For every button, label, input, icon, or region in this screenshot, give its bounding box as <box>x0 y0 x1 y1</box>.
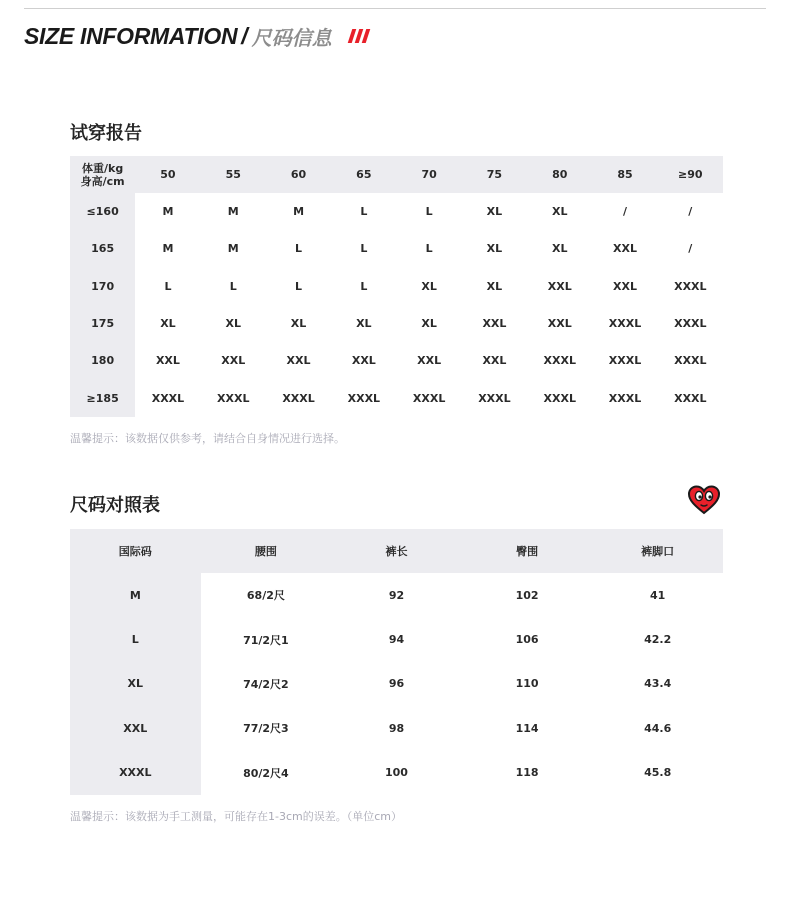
size-cell: XXXL <box>151 391 185 405</box>
measurement-cell: 80/2尺4 <box>243 766 289 780</box>
size-cell: XL <box>551 242 568 256</box>
fit-report-title: 试穿报告 <box>70 123 142 144</box>
measurement-cell: 43.4 <box>644 677 672 691</box>
size-cell: L <box>295 242 303 256</box>
size-cell: XXXL <box>217 391 250 405</box>
column-header-cell: 裤脚口 <box>641 545 675 558</box>
table-row <box>70 379 723 416</box>
measurement-cell: 114 <box>515 721 539 735</box>
corner-height-label: 身高/cm <box>80 174 125 188</box>
weight-header-cell: 55 <box>225 168 241 181</box>
size-cell: XXXL <box>543 391 576 405</box>
measurement-cell: 92 <box>388 588 405 602</box>
measurement-cell: 110 <box>515 677 539 691</box>
table-header-row <box>70 156 723 193</box>
table-row <box>70 305 723 342</box>
weight-header-cell: 65 <box>356 168 372 181</box>
column-header-cell: 腰围 <box>254 545 277 558</box>
size-cell: XXL <box>482 317 507 331</box>
weight-header-cell: 75 <box>486 168 503 181</box>
header-title-cn: 尺码信息 <box>251 25 332 50</box>
size-chart-note: 温馨提示：该数据为手工测量，可能存在1-3cm的误差。（单位cm） <box>70 810 402 823</box>
size-cell: XL <box>356 317 372 331</box>
size-label-cell: XXXL <box>70 751 201 795</box>
weight-header-cell: 85 <box>617 168 633 181</box>
measurement-cell: 42.2 <box>644 633 672 647</box>
size-cell: XL <box>421 279 437 293</box>
slash-marks-icon <box>350 29 371 43</box>
measurement-cell: 77/2尺3 <box>243 722 289 736</box>
measurement-cell: 96 <box>388 677 405 691</box>
size-cell: XXL <box>286 354 311 368</box>
size-cell: XL <box>551 205 568 219</box>
size-cell: XXXL <box>282 391 315 405</box>
column-header-cell: 裤长 <box>385 545 408 558</box>
fit-report-note: 温馨提示：该数据仅供参考，请结合自身情况进行选择。 <box>70 432 345 445</box>
measurement-cell: 102 <box>515 588 539 602</box>
size-cell: / <box>688 205 693 219</box>
size-cell: XXXL <box>608 317 642 331</box>
size-cell: XL <box>486 242 503 256</box>
height-cell: ≤160 <box>70 193 135 230</box>
size-cell: XXL <box>221 354 246 368</box>
size-cell: XXXL <box>478 391 511 405</box>
size-cell: M <box>162 242 174 256</box>
size-cell: XL <box>486 205 503 219</box>
size-cell: XXL <box>417 354 442 368</box>
size-cell: XL <box>486 279 503 293</box>
size-chart-title: 尺码对照表 <box>70 495 160 516</box>
weight-header-cell: 50 <box>160 168 176 181</box>
size-cell: XXXL <box>674 354 707 368</box>
size-cell: M <box>227 242 239 256</box>
size-cell: XL <box>225 317 241 331</box>
size-cell: XL <box>160 317 176 331</box>
size-cell: XXXL <box>674 317 707 331</box>
column-header-cell: 臀围 <box>516 545 539 558</box>
size-chart-table <box>70 529 723 795</box>
measurement-cell: 74/2尺2 <box>243 677 289 691</box>
size-cell: L <box>425 242 433 256</box>
size-cell: L <box>360 279 368 293</box>
measurement-cell: 41 <box>650 588 666 602</box>
measurement-cell: 71/2尺1 <box>243 633 289 647</box>
size-cell: XXXL <box>543 354 576 368</box>
measurement-cell: 45.8 <box>644 766 672 780</box>
weight-header-cell: 60 <box>290 168 307 181</box>
size-cell: XXL <box>351 354 376 368</box>
size-cell: XXXL <box>674 391 707 405</box>
size-cell: XXL <box>547 317 572 331</box>
heart-face-icon <box>688 485 720 515</box>
size-cell: XXXL <box>412 391 446 405</box>
weight-header-cell: 70 <box>421 168 437 181</box>
size-cell: L <box>425 205 433 219</box>
table-row <box>70 662 723 706</box>
size-label-cell: XL <box>70 662 201 706</box>
size-cell: L <box>164 279 172 293</box>
measurement-cell: 106 <box>515 633 539 647</box>
height-cell: 165 <box>70 230 135 267</box>
size-cell: XXL <box>482 354 507 368</box>
table-row <box>70 230 723 267</box>
table-row <box>70 268 723 305</box>
size-cell: XXXL <box>674 279 707 293</box>
height-cell: 180 <box>70 342 135 379</box>
table-row <box>70 342 723 379</box>
measurement-cell: 44.6 <box>644 721 672 735</box>
height-cell: 175 <box>70 305 135 342</box>
height-cell: 170 <box>70 268 135 305</box>
size-cell: XXL <box>613 279 638 293</box>
size-cell: M <box>162 205 174 219</box>
measurement-cell: 98 <box>388 721 405 735</box>
size-cell: L <box>360 242 368 256</box>
size-cell: XL <box>421 317 437 331</box>
measurement-cell: 118 <box>515 766 539 780</box>
size-cell: XXXL <box>608 354 642 368</box>
size-cell: L <box>229 279 237 293</box>
size-cell: M <box>227 205 239 219</box>
size-cell: L <box>295 279 303 293</box>
size-cell: / <box>623 205 628 219</box>
height-cell: ≥185 <box>70 379 135 416</box>
size-cell: M <box>293 205 305 219</box>
table-row <box>70 706 723 750</box>
size-cell: XXL <box>613 242 638 256</box>
size-label-cell: L <box>70 617 201 661</box>
weight-header-cell: 80 <box>552 168 568 181</box>
page-header <box>24 20 371 52</box>
size-cell: XXXL <box>608 391 642 405</box>
measurement-cell: 100 <box>385 766 408 780</box>
size-cell: XXL <box>547 279 572 293</box>
size-cell: L <box>360 205 368 219</box>
header-separator: / <box>241 22 248 49</box>
header-title-en: SIZE INFORMATION <box>24 22 238 49</box>
top-divider <box>24 8 766 9</box>
corner-weight-label: 体重/kg <box>82 161 124 175</box>
size-label-cell: XXL <box>70 706 201 750</box>
size-cell: XXXL <box>347 391 381 405</box>
size-cell: XL <box>290 317 307 331</box>
weight-header-cell: ≥90 <box>678 168 703 181</box>
size-cell: / <box>688 242 693 256</box>
fit-report-table <box>70 156 723 417</box>
corner-cell <box>70 156 135 193</box>
measurement-cell: 94 <box>388 633 405 647</box>
table-row <box>70 617 723 661</box>
table-row <box>70 573 723 617</box>
table-header-row <box>70 529 723 573</box>
table-row <box>70 193 723 230</box>
size-label-cell: M <box>70 573 201 617</box>
size-cell: XXL <box>155 354 180 368</box>
table-row <box>70 751 723 795</box>
column-header-cell: 国际码 <box>118 545 152 558</box>
measurement-cell: 68/2尺 <box>246 589 285 603</box>
